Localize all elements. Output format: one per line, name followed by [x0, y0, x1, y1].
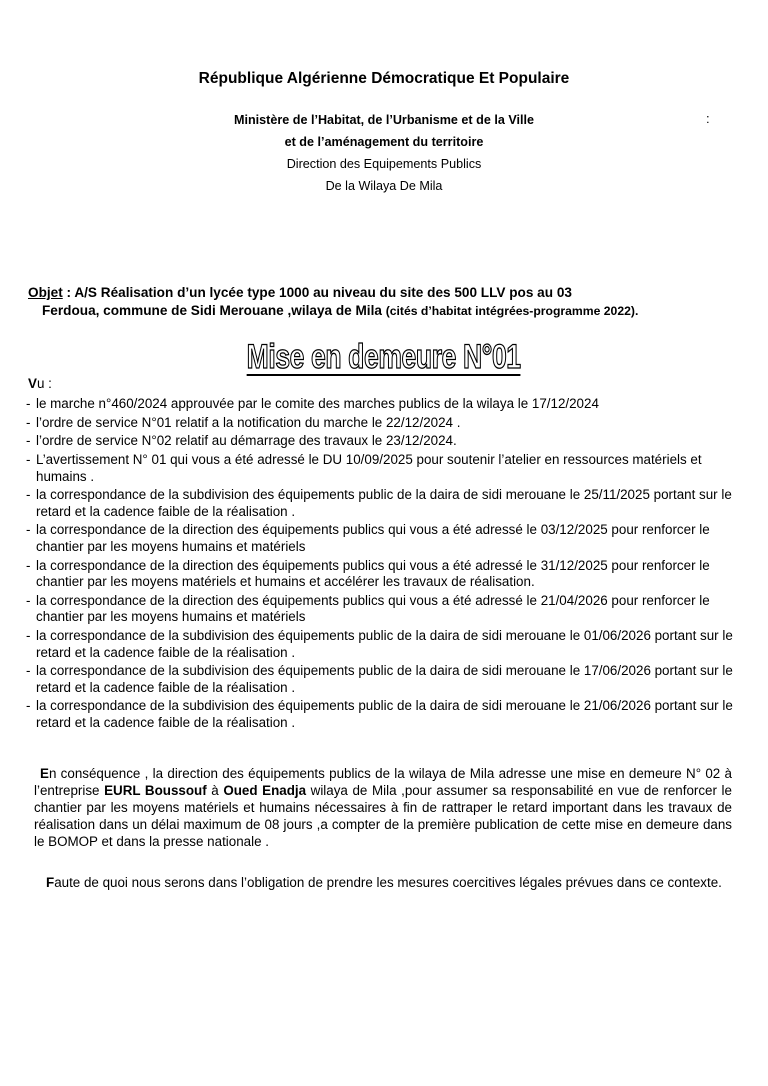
subject-program-note: (cités d’habitat intégrées-programme 2022). — [385, 304, 639, 318]
vu-heading — [28, 376, 52, 391]
subject-text-line-1: A/S Réalisation d’un lycée type 1000 au niveau du site des 500 LLV pos au 03 — [74, 285, 572, 300]
consequence-paragraph — [34, 765, 732, 850]
subject-separator: : — [62, 285, 75, 300]
list-dash: - — [26, 414, 31, 430]
list-item-text: la correspondance de la subdivision des équipements public de la daira de sidi merouane le 25/11/2025 portant sur le retard et la cadence faible de la réalisation . — [36, 487, 732, 519]
vu-cap: V — [28, 376, 37, 391]
list-item-text: la correspondance de la direction des équipements publics qui vous a été adressé le 31/12/2025 pour renforcer le chantier par les moyens matériels et humains et accélérer les travaux de réalisation. — [36, 557, 710, 590]
list-item — [26, 522, 744, 555]
ministry-line-2: et de l’aménagement du territoire — [284, 135, 484, 149]
paragraph-2-text: aute de quoi nous serons dans l’obligation de prendre les mesures coercitives légales prévues dans ce contexte. — [54, 875, 722, 890]
list-item — [26, 628, 744, 661]
wilaya-line: De la Wilaya De Mila — [325, 179, 443, 193]
list-dash: - — [26, 522, 31, 538]
list-item-text: l’ordre de service N°02 relatif au démarrage des travaux le 23/12/2024. — [36, 433, 457, 449]
paragraph-1-text-b: à — [206, 783, 224, 798]
stray-colon: : — [706, 111, 710, 126]
list-dash: - — [26, 698, 31, 714]
direction-line: Direction des Equipements Publics — [286, 157, 482, 171]
subject-text-line-2: Ferdoua, commune de Sidi Merouane ,wilaya de Mila — [42, 303, 386, 318]
list-item-text: la correspondance de la subdivision des équipements public de la daira de sidi merouane le 17/06/2026 portant sur le retard et la cadence faible de la réalisation . — [36, 663, 733, 695]
list-item-text: la correspondance de la subdivision des équipements public de la daira de sidi merouane le 21/06/2026 portant sur le retard et la cadence faible de la réalisation . — [36, 698, 733, 730]
title-container — [0, 340, 768, 376]
paragraph-1-cap: E — [40, 766, 49, 781]
list-item — [26, 698, 744, 731]
list-dash: - — [26, 592, 31, 608]
list-item-text: la correspondance de la subdivision des équipements public de la daira de sidi merouane le 01/06/2026 portant sur le retard et la cadence faible de la réalisation . — [36, 628, 733, 660]
vu-rest: u : — [36, 376, 52, 391]
list-item — [26, 487, 744, 520]
company-name: EURL Boussouf — [104, 783, 207, 798]
list-item-text: la correspondance de la direction des équipements publics qui vous a été adressé le 21/04/2026 pour renforcer le chantier par les moyens humains et matériels — [36, 592, 710, 625]
list-dash: - — [26, 433, 31, 449]
paragraph-2-cap: F — [46, 875, 55, 890]
list-dash: - — [26, 452, 31, 468]
company-location: Oued Enadja — [223, 783, 307, 798]
republic-heading: République Algérienne Démocratique Et Populaire — [198, 70, 570, 87]
paragraph-1-text-a: n conséquence , la direction des équipements publics de la wilaya de Mila adresse une mise en demeure N° 02 à l’entreprise — [34, 766, 732, 798]
list-item — [26, 593, 744, 626]
paragraph-1-text-c: wilaya de Mila ,pour assumer sa responsabilité en vue de renforcer le chantier par les moyens matériels et humains nécessaires à fin de rattraper le retard important dans les travaux de réalisation dans un délai maximum de 08 jours ,a compter de la première publication de cette mise en demeure dans le BOMOP et dans la presse nationale . — [34, 783, 732, 849]
list-dash: - — [26, 557, 31, 573]
list-item-text: la correspondance de la direction des équipements publics qui vous a été adressé le 03/12/2025 pour renforcer le chantier par les moyens humains et matériels — [36, 522, 710, 554]
list-item — [26, 663, 744, 696]
list-dash: - — [26, 663, 31, 679]
list-item-text: l’ordre de service N°01 relatif a la notification du marche le 22/12/2024 . — [36, 414, 461, 430]
ministry-line-1: Ministère de l’Habitat, de l’Urbanisme et de la Ville — [233, 113, 534, 127]
list-dash: - — [26, 396, 31, 411]
list-dash: - — [26, 628, 31, 643]
references-list — [26, 396, 744, 734]
list-item — [26, 433, 744, 450]
consequence-warning-paragraph — [34, 874, 732, 891]
list-item — [26, 415, 744, 432]
list-item — [26, 396, 744, 413]
subject-label: Objet — [28, 285, 63, 300]
subject-block — [28, 284, 743, 320]
list-dash: - — [26, 487, 31, 503]
list-item — [26, 558, 744, 591]
list-item — [26, 452, 744, 485]
document-title: Mise en demeure N°01 — [246, 338, 522, 376]
list-item-text: L’avertissement N° 01 qui vous a été adressé le DU 10/09/2025 pour soutenir l’atelier en ressources matériels et humains . — [36, 452, 702, 484]
list-item-text: le marche n°460/2024 approuvée par le comite des marches publics de la wilaya le 17/12/2024 — [36, 396, 599, 411]
